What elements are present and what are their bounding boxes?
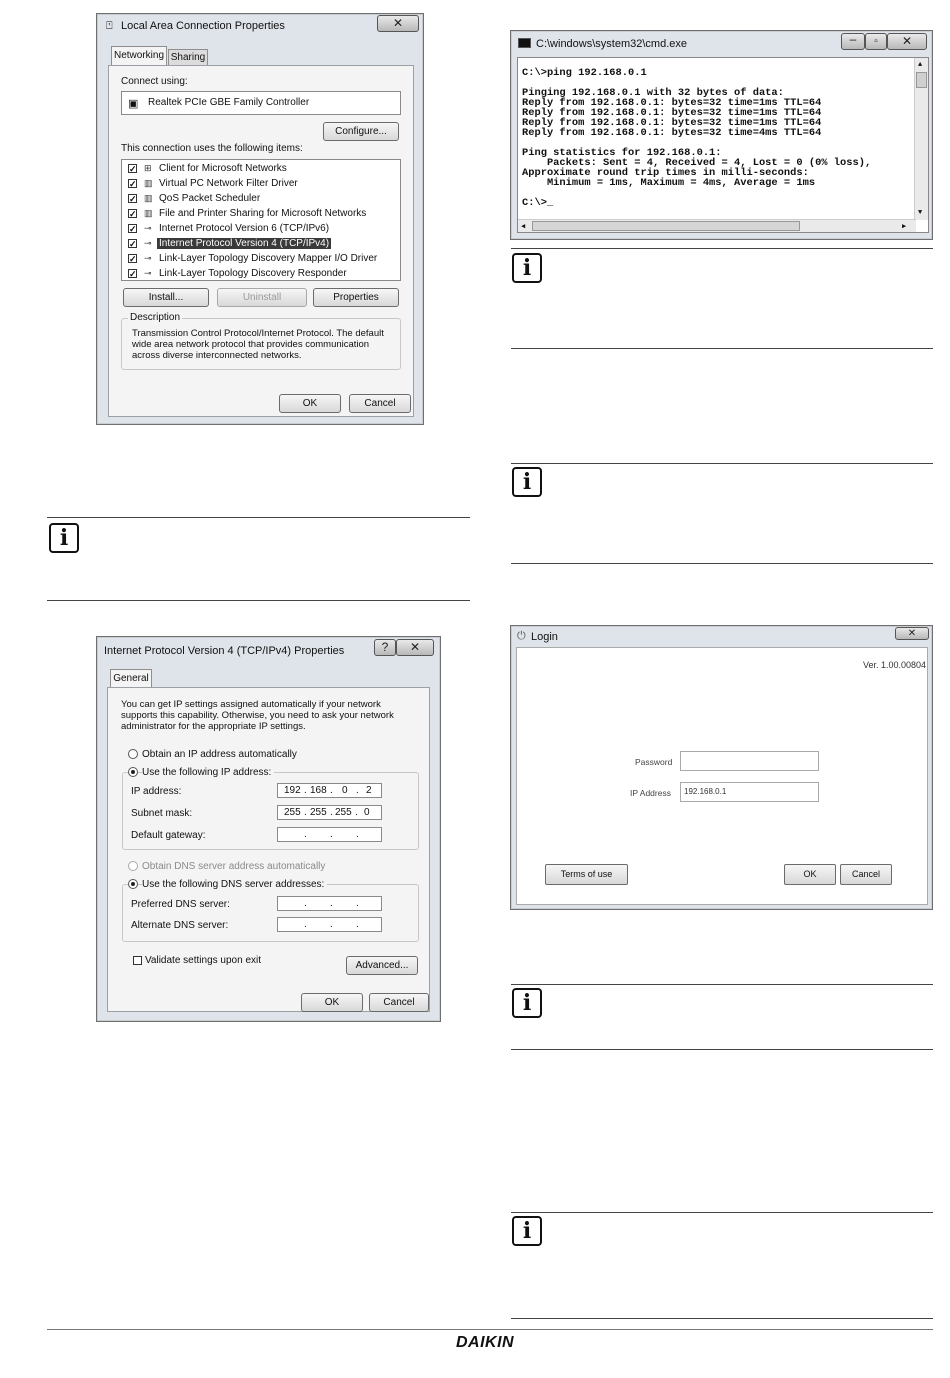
item-label: Link-Layer Topology Discovery Mapper I/O Driver bbox=[159, 253, 378, 264]
uninstall-button[interactable]: Uninstall bbox=[217, 288, 307, 307]
gateway-dot: . bbox=[330, 829, 333, 840]
info-rule-bottom bbox=[511, 563, 933, 564]
dns-dot: . bbox=[304, 898, 307, 909]
list-item[interactable] bbox=[122, 207, 392, 222]
info-icon bbox=[49, 523, 79, 553]
tab-sharing[interactable]: Sharing bbox=[168, 49, 208, 66]
terms-of-use-button[interactable]: Terms of use bbox=[545, 864, 628, 885]
info-icon bbox=[512, 467, 542, 497]
info-icon bbox=[512, 1216, 542, 1246]
lan-properties-dialog bbox=[96, 13, 424, 425]
scroll-left-icon[interactable]: ◀ bbox=[521, 223, 526, 231]
info-glyph: i bbox=[522, 469, 532, 495]
item-label: Virtual PC Network Filter Driver bbox=[159, 178, 298, 189]
footer-rule bbox=[47, 1329, 933, 1330]
info-rule-top bbox=[511, 463, 933, 464]
subnet-label: Subnet mask: bbox=[131, 808, 193, 819]
network-component-icon: ⊸ bbox=[144, 253, 152, 263]
item-label: Internet Protocol Version 4 (TCP/IPv4) bbox=[159, 238, 330, 249]
item-checkbox[interactable]: ✓ bbox=[129, 179, 137, 189]
ip-octet-1: 192 bbox=[284, 785, 301, 796]
dialog-title: Internet Protocol Version 4 (TCP/IPv4) Properties bbox=[104, 645, 345, 657]
cmd-title: C:\windows\system32\cmd.exe bbox=[536, 38, 687, 50]
use-following-dns-label: Use the following DNS server addresses: bbox=[142, 879, 327, 890]
cmd-line: C:\>_ bbox=[522, 197, 554, 209]
gateway-dot: . bbox=[356, 829, 359, 840]
cancel-button[interactable]: Cancel bbox=[369, 993, 429, 1012]
cmd-icon bbox=[518, 38, 531, 48]
version-label: Ver. 1.00.00804 bbox=[863, 660, 927, 670]
dns-dot: . bbox=[356, 898, 359, 909]
alternate-dns-label: Alternate DNS server: bbox=[131, 920, 229, 931]
cmd-line: Reply from 192.168.0.1: bytes=32 time=4ms TTL=64 bbox=[522, 127, 822, 139]
ipv4-properties-dialog bbox=[96, 636, 441, 1022]
info-rule-bottom bbox=[511, 1318, 933, 1319]
ip-dot: . bbox=[356, 785, 359, 796]
obtain-dns-auto-label: Obtain DNS server address automatically bbox=[142, 861, 326, 872]
list-item[interactable] bbox=[122, 267, 392, 281]
intro-text: You can get IP settings assigned automatically if your network supports this capability. Otherwise, you need to ask your network administrator for the appropriate IP settings. bbox=[121, 699, 394, 732]
subnet-octet-3: 255 bbox=[335, 807, 352, 818]
close-button[interactable]: ✕ bbox=[396, 639, 434, 656]
dialog-title: Local Area Connection Properties bbox=[121, 20, 285, 32]
item-checkbox[interactable]: ✓ bbox=[129, 224, 137, 234]
general-panel bbox=[107, 687, 430, 1012]
info-rule-bottom bbox=[511, 348, 933, 349]
dns-dot: . bbox=[330, 919, 333, 930]
subnet-dot: . bbox=[304, 807, 307, 818]
list-item[interactable] bbox=[122, 222, 392, 237]
ok-button[interactable]: OK bbox=[279, 394, 341, 413]
info-rule-top bbox=[511, 984, 933, 985]
advanced-button[interactable]: Advanced... bbox=[346, 956, 418, 975]
cancel-button[interactable]: Cancel bbox=[840, 864, 892, 885]
ip-dot: . bbox=[330, 785, 333, 796]
use-following-ip-radio[interactable] bbox=[128, 767, 138, 777]
network-component-icon: ⊸ bbox=[144, 223, 152, 233]
cancel-button[interactable]: Cancel bbox=[349, 394, 411, 413]
cmd-line: Packets: Sent = 4, Received = 4, Lost = 0 (0% loss), bbox=[522, 157, 872, 169]
item-checkbox[interactable]: ✓ bbox=[129, 269, 137, 279]
ip-address-label: IP address: bbox=[131, 786, 182, 797]
ip-address-label: IP Address bbox=[630, 788, 671, 798]
preferred-dns-input[interactable] bbox=[277, 896, 382, 911]
info-rule-bottom bbox=[511, 1049, 933, 1050]
list-item[interactable] bbox=[122, 162, 392, 177]
list-item[interactable] bbox=[122, 177, 392, 192]
properties-button[interactable]: Properties bbox=[313, 288, 399, 307]
adapter-name: Realtek PCIe GBE Family Controller bbox=[148, 97, 310, 108]
ok-button[interactable]: OK bbox=[301, 993, 363, 1012]
validate-label: Validate settings upon exit bbox=[145, 955, 262, 966]
scroll-right-icon[interactable]: ▶ bbox=[902, 223, 907, 231]
item-checkbox[interactable]: ✓ bbox=[129, 239, 137, 249]
configure-button[interactable]: Configure... bbox=[323, 122, 399, 141]
gateway-input[interactable] bbox=[277, 827, 382, 842]
alternate-dns-input[interactable] bbox=[277, 917, 382, 932]
obtain-dns-auto-radio[interactable] bbox=[128, 861, 138, 871]
subnet-octet-4: 0 bbox=[364, 807, 370, 818]
ip-octet-2: 168 bbox=[310, 785, 327, 796]
info-glyph: i bbox=[522, 1218, 532, 1244]
info-icon bbox=[512, 253, 542, 283]
info-rule-top bbox=[511, 248, 933, 249]
tab-general[interactable]: General bbox=[110, 669, 152, 688]
cmd-line: Minimum = 1ms, Maximum = 4ms, Average = 1ms bbox=[522, 177, 816, 189]
networking-panel bbox=[108, 65, 414, 417]
tab-networking[interactable]: Networking bbox=[111, 46, 167, 66]
title-bar bbox=[511, 31, 932, 57]
login-panel bbox=[516, 647, 928, 905]
item-checkbox[interactable]: ✓ bbox=[129, 194, 137, 204]
dns-dot: . bbox=[356, 919, 359, 930]
gateway-label: Default gateway: bbox=[131, 830, 206, 841]
item-label: Client for Microsoft Networks bbox=[159, 163, 287, 174]
password-input[interactable] bbox=[680, 751, 819, 771]
subnet-octet-1: 255 bbox=[284, 807, 301, 818]
network-icon: ⍞ bbox=[106, 20, 113, 32]
network-component-icon: ▥ bbox=[144, 208, 153, 218]
scroll-up-icon[interactable]: ▲ bbox=[918, 61, 923, 69]
items-label: This connection uses the following items: bbox=[121, 143, 303, 154]
help-button[interactable]: ? bbox=[374, 639, 396, 656]
item-checkbox[interactable]: ✓ bbox=[129, 209, 137, 219]
use-following-ip-label: Use the following IP address: bbox=[142, 767, 274, 778]
daikin-logo bbox=[456, 1334, 514, 1354]
use-following-dns-radio[interactable] bbox=[128, 879, 138, 889]
ok-button[interactable]: OK bbox=[784, 864, 836, 885]
item-label: Internet Protocol Version 6 (TCP/IPv6) bbox=[159, 223, 330, 234]
ip-dot: . bbox=[304, 785, 307, 796]
list-item[interactable] bbox=[122, 237, 392, 252]
description-label: Description bbox=[130, 312, 181, 323]
list-item[interactable] bbox=[122, 252, 392, 267]
subnet-dot: . bbox=[330, 807, 333, 818]
cmd-line: Approximate round trip times in milli-seconds: bbox=[522, 167, 809, 179]
login-title: Login bbox=[531, 631, 558, 643]
ip-octet-3: 0 bbox=[342, 785, 348, 796]
horizontal-scrollbar[interactable] bbox=[518, 219, 916, 232]
close-button[interactable]: ✕ bbox=[377, 15, 419, 32]
login-window bbox=[510, 625, 933, 910]
item-label: File and Printer Sharing for Microsoft Networks bbox=[159, 208, 367, 219]
item-checkbox[interactable]: ✓ bbox=[129, 164, 137, 174]
cmd-window bbox=[510, 30, 933, 240]
install-button[interactable]: Install... bbox=[123, 288, 209, 307]
subnet-input[interactable] bbox=[277, 805, 382, 820]
minimize-button[interactable]: – bbox=[841, 33, 865, 50]
vertical-scrollbar[interactable] bbox=[914, 58, 928, 220]
items-list bbox=[121, 159, 401, 281]
close-button[interactable]: ✕ bbox=[895, 627, 929, 640]
info-glyph: i bbox=[522, 255, 532, 281]
obtain-ip-auto-label: Obtain an IP address automatically bbox=[142, 749, 297, 760]
title-bar bbox=[97, 14, 423, 40]
info-glyph: i bbox=[59, 525, 69, 551]
info-rule-bottom bbox=[47, 600, 470, 601]
ip-address-input[interactable] bbox=[680, 782, 819, 802]
ip-octet-4: 2 bbox=[366, 785, 372, 796]
cmd-line: Reply from 192.168.0.1: bytes=32 time=1ms TTL=64 bbox=[522, 117, 822, 129]
connect-using-label: Connect using: bbox=[121, 76, 188, 87]
scroll-thumb[interactable] bbox=[916, 72, 927, 88]
network-component-icon: ⊸ bbox=[144, 238, 152, 248]
scroll-down-icon[interactable]: ▼ bbox=[918, 209, 923, 217]
maximize-button[interactable]: ▫ bbox=[865, 33, 887, 50]
cmd-line: Reply from 192.168.0.1: bytes=32 time=1ms TTL=64 bbox=[522, 97, 822, 109]
item-checkbox[interactable]: ✓ bbox=[129, 254, 137, 264]
adapter-field bbox=[121, 91, 401, 115]
network-component-icon: ⊞ bbox=[144, 163, 152, 173]
network-component-icon: ▥ bbox=[144, 193, 153, 203]
gateway-dot: . bbox=[304, 829, 307, 840]
network-component-icon: ▥ bbox=[144, 178, 153, 188]
dns-dot: . bbox=[330, 898, 333, 909]
adapter-icon: ▣ bbox=[128, 98, 139, 110]
dns-dot: . bbox=[304, 919, 307, 930]
subnet-dot: . bbox=[355, 807, 358, 818]
preferred-dns-label: Preferred DNS server: bbox=[131, 899, 230, 910]
cmd-output bbox=[517, 57, 929, 233]
dns-settings-group bbox=[122, 884, 419, 942]
info-icon bbox=[512, 988, 542, 1018]
ip-address-value: 192.168.0.1 bbox=[684, 787, 727, 796]
description-group bbox=[121, 312, 401, 370]
close-button[interactable]: ✕ bbox=[887, 33, 927, 50]
info-rule-top bbox=[511, 1212, 933, 1213]
list-item[interactable] bbox=[122, 192, 392, 207]
network-component-icon: ⊸ bbox=[144, 268, 152, 278]
password-label: Password bbox=[635, 757, 673, 767]
cmd-line: C:\>ping 192.168.0.1 bbox=[522, 67, 647, 79]
item-label: Link-Layer Topology Discovery Responder bbox=[159, 268, 347, 279]
cmd-line: Ping statistics for 192.168.0.1: bbox=[522, 147, 722, 159]
subnet-octet-2: 255 bbox=[310, 807, 327, 818]
description-text: Transmission Control Protocol/Internet Protocol. The default wide area network protocol that provides communication across diverse interconnected networks. bbox=[132, 328, 384, 361]
title-bar bbox=[97, 637, 440, 663]
obtain-ip-auto-radio[interactable] bbox=[128, 749, 138, 759]
cmd-line: Pinging 192.168.0.1 with 32 bytes of data: bbox=[522, 87, 784, 99]
info-glyph: i bbox=[522, 990, 532, 1016]
brand-name: DAIKIN bbox=[456, 1334, 515, 1351]
item-label: QoS Packet Scheduler bbox=[159, 193, 261, 204]
hscroll-thumb[interactable] bbox=[532, 221, 800, 231]
validate-checkbox[interactable] bbox=[133, 956, 142, 965]
cmd-line: Reply from 192.168.0.1: bytes=32 time=1ms TTL=64 bbox=[522, 107, 822, 119]
info-rule-top bbox=[47, 517, 470, 518]
app-icon: ⏻ bbox=[517, 630, 526, 642]
ip-address-input[interactable] bbox=[277, 783, 382, 798]
